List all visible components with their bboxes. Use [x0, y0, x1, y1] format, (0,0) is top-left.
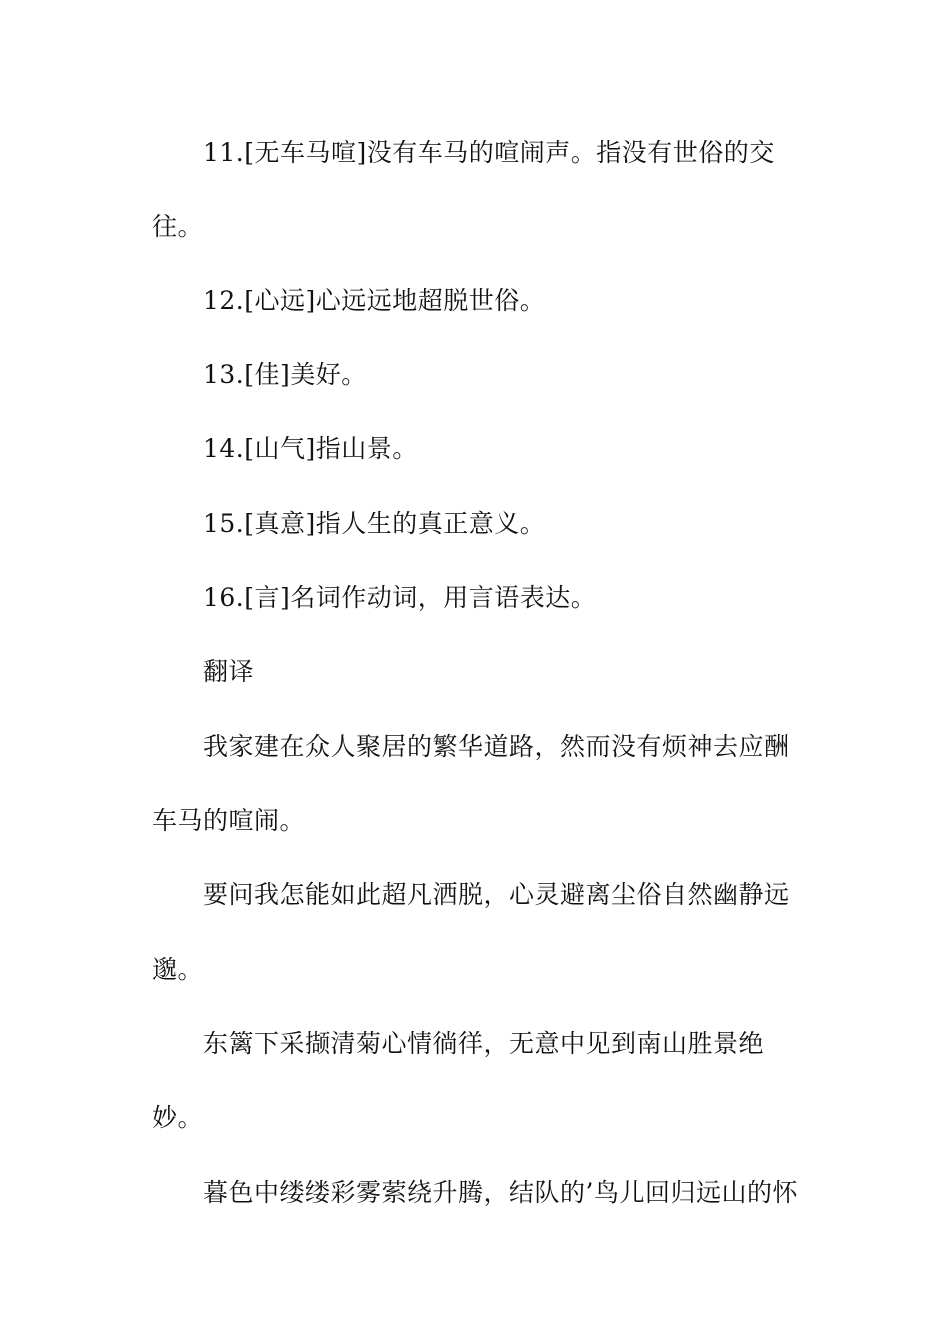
note-15: 15.[真意]指人生的真正意义。 [203, 509, 546, 538]
translation-p3-line-2: 妙。 [152, 1103, 204, 1132]
note-16: 16.[言]名词作动词，用言语表达。 [203, 583, 597, 612]
note-11-line-2: 往。 [152, 212, 204, 241]
note-12: 12.[心远]心远远地超脱世俗。 [203, 286, 546, 315]
translation-heading: 翻译 [203, 657, 255, 686]
note-11-line-1: 11.[无车马喧]没有车马的喧闹声。指没有世俗的交 [203, 138, 775, 167]
note-14: 14.[山气]指山景。 [203, 434, 418, 463]
translation-p1-line-2: 车马的喧闹。 [152, 806, 306, 835]
translation-p2-line-1: 要问我怎能如此超凡洒脱，心灵避离尘俗自然幽静远 [203, 880, 790, 909]
translation-p2-line-2: 邈。 [152, 955, 204, 984]
translation-p1-line-1: 我家建在众人聚居的繁华道路，然而没有烦神去应酬 [203, 732, 790, 761]
note-13: 13.[佳]美好。 [203, 360, 367, 389]
translation-p3-line-1: 东篱下采撷清菊心情徜徉，无意中见到南山胜景绝 [203, 1029, 765, 1058]
translation-p4-line-1: 暮色中缕缕彩雾萦绕升腾，结队的’鸟儿回归远山的怀 [203, 1178, 798, 1207]
